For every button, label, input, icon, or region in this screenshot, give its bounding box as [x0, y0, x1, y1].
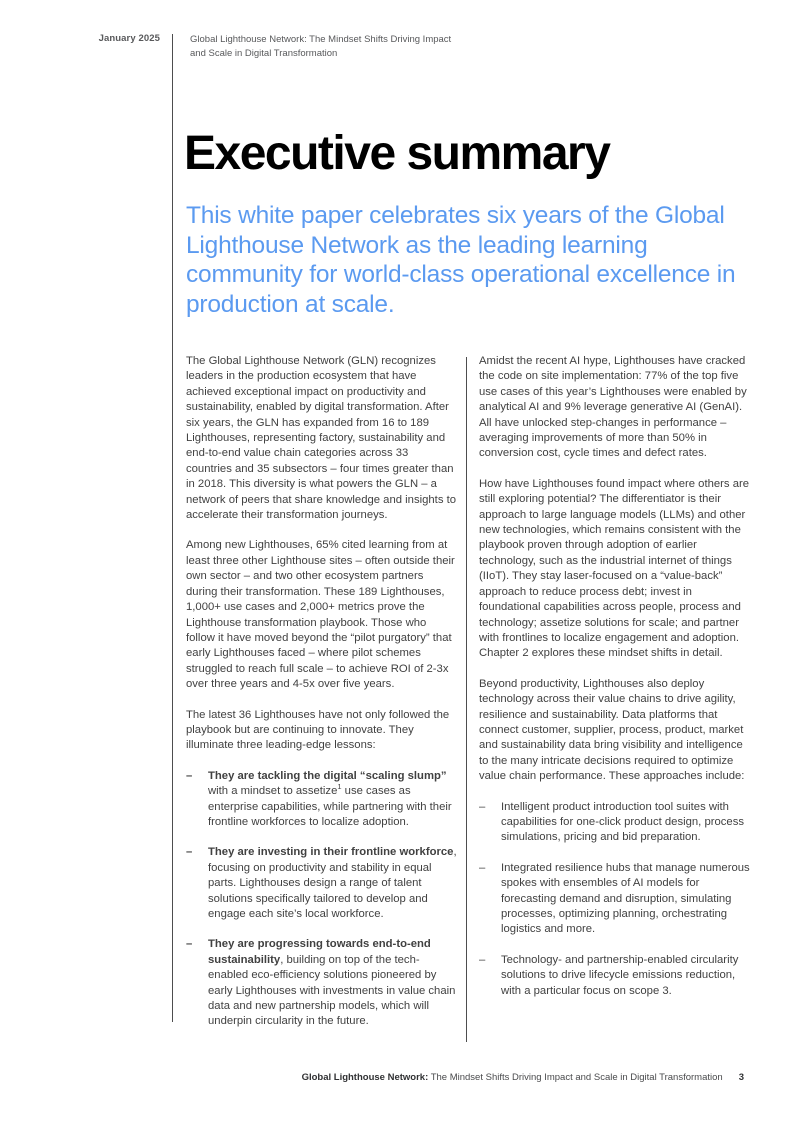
text-segment: use cases as enterprise capabilities, while partnering with their frontline workforces to localize adoption.	[208, 785, 452, 828]
text-segment: Technology- and partnership-enabled circularity solutions to drive lifecycle emissions reduction, with a particular focus on scope 3.	[501, 953, 739, 997]
text-segment: with a mindset to assetize	[208, 785, 338, 798]
bullet-text	[501, 861, 751, 938]
body-left-column	[186, 354, 457, 1045]
bullet-item	[186, 937, 457, 1029]
body-paragraph	[186, 708, 457, 754]
bullet-text	[208, 845, 457, 922]
header-title-line-1: Global Lighthouse Network: The Mindset Shifts Driving Impact	[190, 34, 452, 45]
text-segment: The Global Lighthouse Network (GLN) recognizes leaders in the production ecosystem that have achieved exceptional impact on productivity and sustainability, enabled by digital transformation. After six years, the GLN has expanded from 16 to 189 Lighthouses, representing factory, sustainability and end-to-end value chain categories across 33 countries and 35 subsectors – four times greater than in 2018. This diversity is what powers the GLN – a network of peers that share knowledge and insights to accelerate their transformation journeys.	[186, 355, 457, 522]
body-paragraph	[479, 677, 751, 785]
footer-title-bold: Global Lighthouse Network:	[301, 1072, 429, 1083]
header-title-line-2: and Scale in Digital Transformation	[190, 48, 338, 59]
bullet-item	[479, 953, 751, 999]
text-segment: They are investing in their frontline workforce	[208, 846, 454, 859]
bullet-text	[208, 769, 457, 831]
page-subtitle: This white paper celebrates six years of the Global Lighthouse Network as the leading learning community for world-class operational excellence in production at scale.	[186, 202, 736, 318]
body-paragraph	[479, 477, 751, 662]
page-footer	[186, 1072, 744, 1083]
page-title: Executive summary	[184, 127, 610, 180]
bullet-text	[501, 800, 751, 846]
bullet-item	[479, 800, 751, 846]
text-segment: , focusing on productivity and stability in equal parts. Lighthouses design a range of talent solutions specifically tailored to develop and engage each site’s local workforce.	[208, 846, 457, 920]
bullet-dash: –	[186, 846, 193, 859]
footer-title-rest: The Mindset Shifts Driving Impact and Scale in Digital Transformation	[428, 1072, 723, 1083]
text-segment: They are tackling the digital “scaling slump”	[208, 769, 447, 782]
bullet-text	[501, 953, 751, 999]
bullet-dash: –	[479, 861, 486, 874]
column-divider-rule	[466, 357, 467, 1042]
left-vertical-rule	[172, 34, 173, 1022]
bullet-item	[186, 845, 457, 922]
text-segment: They are progressing towards end-to-end sustainability	[208, 938, 431, 966]
bullet-dash: –	[479, 953, 486, 966]
text-segment: How have Lighthouses found impact where others are still exploring potential? The differentiator is their approach to large language models (LLMs) and other new technologies, which remains consistent with the playbook proven through adoption of earlier technology, such as the industrial internet of things (IIoT). They stay laser-focused on a “value-back” approach to reduce process debt; invest in foundational capabilities across people, process and technology; assetize solutions for scale; and partner with frontlines to localize engagement and adoption. Chapter 2 explores these mindset shifts in detail.	[479, 477, 750, 660]
bullet-item	[479, 861, 751, 938]
text-segment: Intelligent product introduction tool suites with capabilities for one-click product design, process simulations, pricing and bid preparation.	[501, 800, 745, 844]
text-segment: , building on top of the tech-enabled eco-efficiency solutions pioneered by early Lighthouses with investments in value chain data and new partnership models, which will underpin circularity in the future.	[208, 953, 456, 1028]
body-paragraph	[186, 354, 457, 523]
bullet-dash: –	[479, 800, 486, 813]
body-paragraph	[479, 354, 751, 462]
text-segment: The latest 36 Lighthouses have not only followed the playbook but are continuing to innovate. They illuminate three leading-edge lessons:	[186, 708, 450, 752]
footnote-marker: 1	[337, 782, 342, 792]
text-segment: Integrated resilience hubs that manage numerous spokes with ensembles of AI models for forecasting demand and disruption, simulating processes, optimizing planning, orchestrating logistics and more.	[501, 861, 750, 936]
bullet-dash: –	[186, 769, 193, 782]
bullet-text	[208, 937, 457, 1029]
body-paragraph	[186, 538, 457, 692]
bullet-dash: –	[186, 938, 193, 951]
footer-page-number: 3	[738, 1072, 744, 1083]
header-date: January 2025	[98, 33, 160, 44]
header-running-title	[190, 33, 451, 61]
text-segment: Amidst the recent AI hype, Lighthouses have cracked the code on site implementation: 77% of the top five use cases of this year’s Lighthouses were enabled by analytical AI and 9% leverage generative AI (GenAI). All have unlocked step-changes in performance – averaging improvements of more than 50% in conversion cost, cycle times and defect rates.	[479, 355, 747, 460]
text-segment: Among new Lighthouses, 65% cited learning from at least three other Lighthouse sites – often outside their own sector – and two other ecosystem partners during their transformation. These 189 Lighthouses, 1,000+ use cases and 2,000+ metrics prove the Lighthouse transformation playbook. Those who follow it have moved beyond the “pilot purgatory” that early Lighthouses faced – where pilot schemes struggled to reach full scale – to achieve ROI of 2-3x over three years and 4-5x over five years.	[186, 539, 455, 691]
text-segment: Beyond productivity, Lighthouses also deploy technology across their value chains to drive agility, resilience and sustainability. Data platforms that connect customer, supplier, process, product, market and sustainability data bring visibility and intelligence to the many intricate decisions required to optimize value chain performance. These approaches include:	[479, 677, 745, 783]
body-right-column	[479, 354, 751, 1014]
bullet-item	[186, 769, 457, 831]
